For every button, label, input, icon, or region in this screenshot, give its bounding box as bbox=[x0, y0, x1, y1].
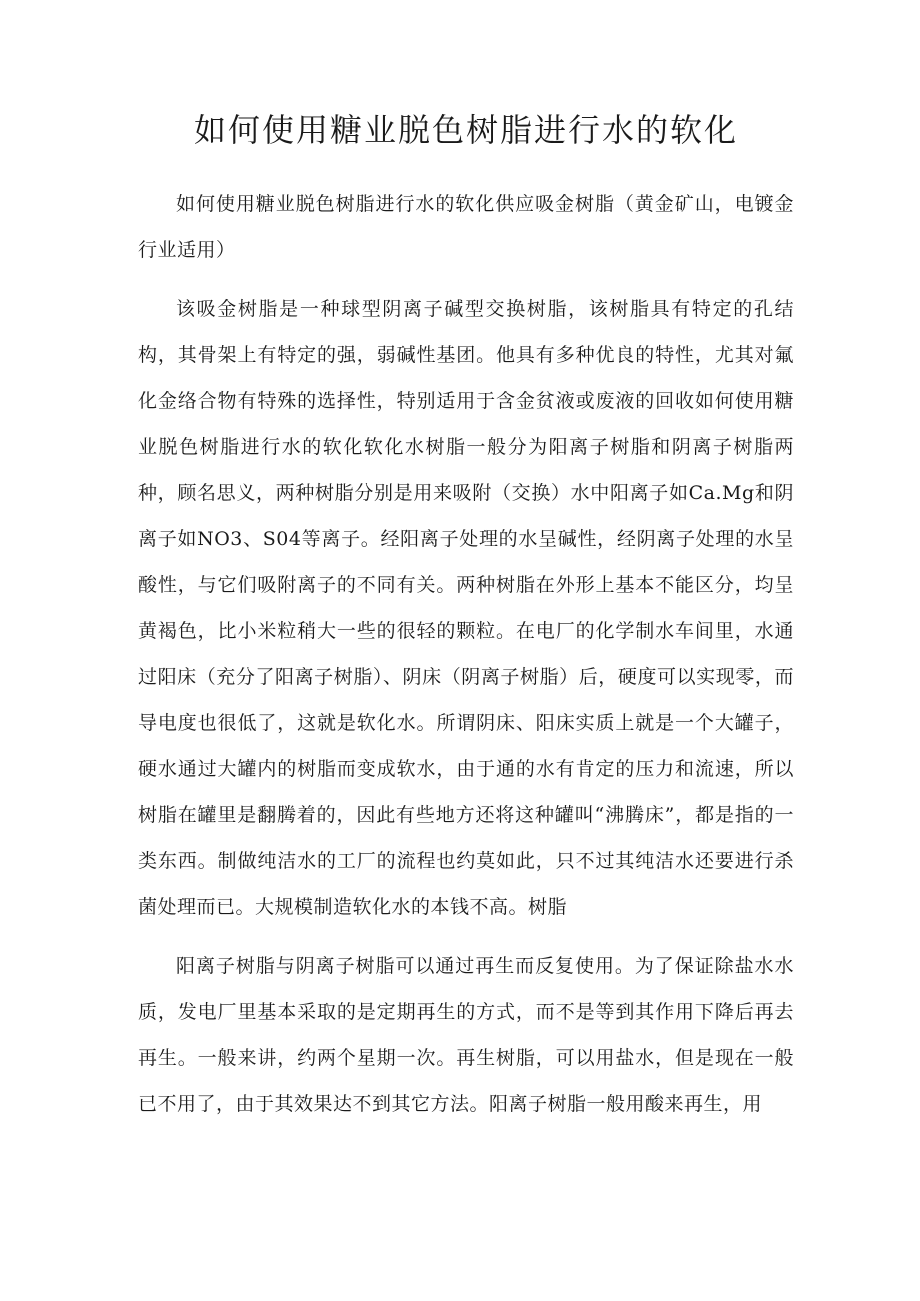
document-title: 如何使用糖业脱色树脂进行水的软化 bbox=[193, 111, 738, 149]
paragraph-regeneration: 阳离子树脂与阴离子树脂可以通过再生而反复使用。为了保证除盐水水质，发电厂里基本采取的是定期再生的方式，而不是等到其作用下降后再去再生。一般来讲，约两个星期一次。再生树脂，可以用盐水，但是现在一般已不用了，由于其效果达不到其它方法。阳离子树脂一般用酸来再生，用 bbox=[138, 955, 794, 1115]
paragraph-intro: 如何使用糖业脱色树脂进行水的软化供应吸金树脂（黄金矿山，电镀金行业适用） bbox=[138, 193, 794, 261]
paragraph-resin-description: 该吸金树脂是一种球型阴离子碱型交换树脂，该树脂具有特定的孔结构，其骨架上有特定的强，弱碱性基团。他具有多种优良的特性，尤其对氟化金络合物有特殊的选择性，特别适用于含金贫液或废液的回收如何使用糖业脱色树脂进行水的软化软化水树脂一般分为阳离子树脂和阴离子树脂两种，顾名思义，两种树脂分别是用来吸附（交换）水中阳离子如Ca.Mg和阴离子如NO3、S04等离子。经阳离子处理的水呈碱性，经阴离子处理的水呈酸性，与它们吸附离子的不同有关。两种树脂在外形上基本不能区分，均呈黄褐色，比小米粒稍大一些的很轻的颗粒。在电厂的化学制水车间里，水通过阳床（充分了阳离子树脂）、阴床（阴离子树脂）后，硬度可以实现零，而导电度也很低了，这就是软化水。所谓阴床、阳床实质上就是一个大罐子，硬水通过大罐内的树脂而变成软水，由于通的水有肯定的压力和流速，所以树脂在罐里是翻腾着的，因此有些地方还将这种罐叫“沸腾床”，都是指的一类东西。制做纯洁水的工厂的流程也约莫如此，只不过其纯洁水还要进行杀菌处理而已。大规模制造软化水的本钱不高。树脂 bbox=[138, 298, 794, 918]
